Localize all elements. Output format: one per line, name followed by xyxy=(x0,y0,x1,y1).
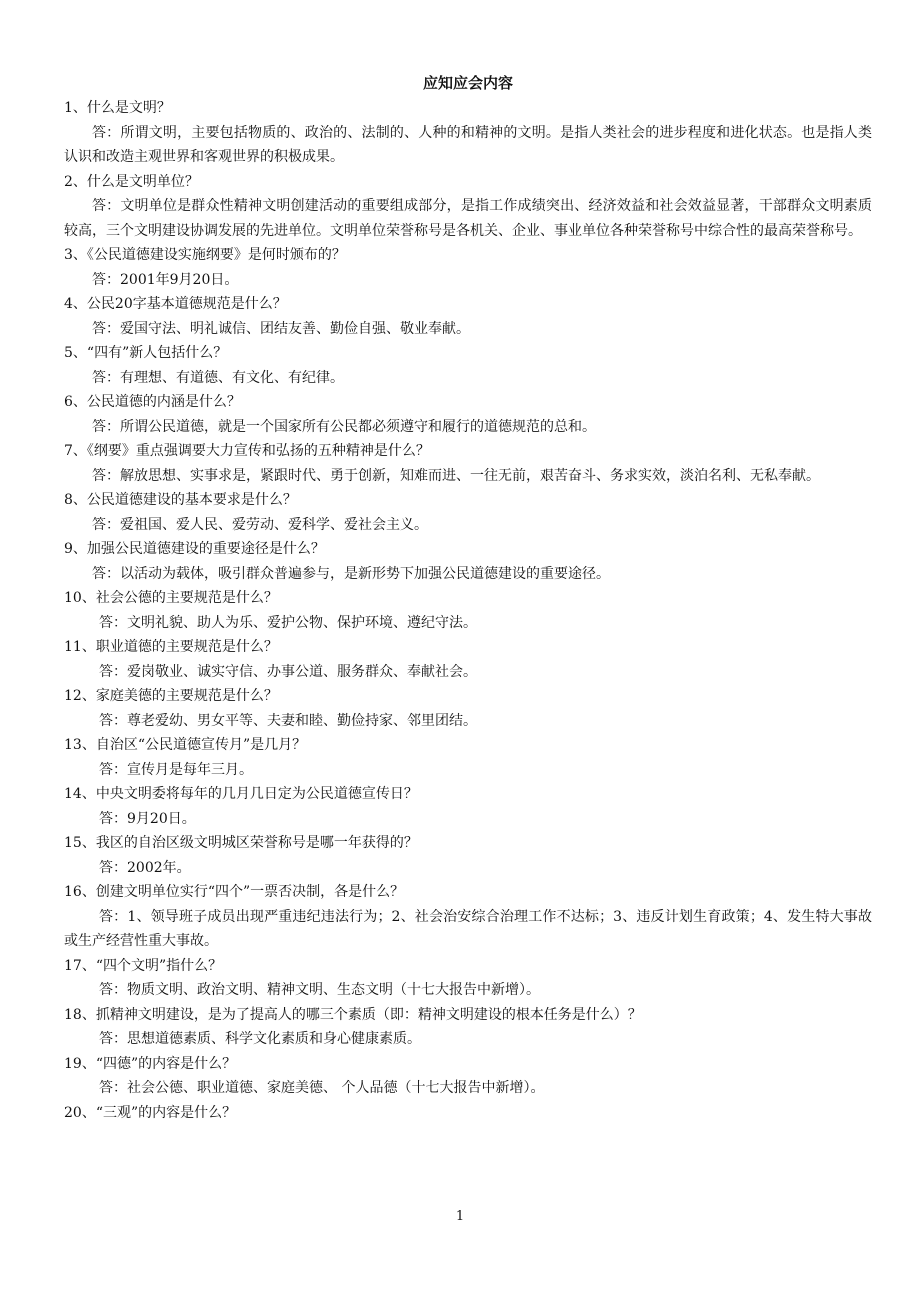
question: 17、“四个文明”指什么？ xyxy=(64,957,223,974)
question: 2、什么是文明单位？ xyxy=(64,173,199,190)
question: 14、中央文明委将每年的几月几日定为公民道德宣传日？ xyxy=(64,786,418,802)
question: 13、自治区“公民道德宣传月”是几月？ xyxy=(64,737,307,753)
answer: 答：9月20日。 xyxy=(99,810,196,827)
answer: 答：所谓公民道德，就是一个国家所有公民都必须遵守和履行的道德规范的总和。 xyxy=(92,418,596,435)
qa-item xyxy=(64,439,872,488)
question: 11、职业道德的主要规范是什么？ xyxy=(64,639,278,655)
qa-item xyxy=(64,880,872,954)
page-number: 1 xyxy=(455,1209,465,1224)
qa-item xyxy=(64,488,872,537)
qa-item xyxy=(64,586,872,635)
qa-item xyxy=(64,1003,872,1052)
answer: 答：2002年。 xyxy=(99,859,191,876)
qa-item xyxy=(64,831,872,880)
question: 10、社会公德的主要规范是什么？ xyxy=(64,590,278,606)
qa-item xyxy=(64,390,872,439)
document-title: 应知应会内容 xyxy=(422,74,513,92)
answer: 答：物质文明、政治文明、精神文明、生态文明（十七大报告中新增）。 xyxy=(99,982,540,998)
answer: 答：文明礼貌、助人为乐、爱护公物、保护环境、遵纪守法。 xyxy=(99,614,477,631)
question: 3、《公民道德建设实施纲要》是何时颁布的？ xyxy=(64,247,346,263)
qa-item xyxy=(64,684,872,733)
qa-item xyxy=(64,537,872,586)
qa-item xyxy=(64,733,872,782)
answer: 答：以活动为载体，吸引群众普遍参与，是新形势下加强公民道德建设的重要途径。 xyxy=(92,565,610,582)
question: 15、我区的自治区级文明城区荣誉称号是哪一年获得的？ xyxy=(64,835,418,851)
answer: 答：有理想、有道德、有文化、有纪律。 xyxy=(92,369,344,386)
answer: 答：解放思想、实事求是，紧跟时代、勇于创新，知难而进、一往无前，艰苦奋斗、务求实效，淡泊名利、无私奉献。 xyxy=(92,467,820,484)
qa-item xyxy=(64,954,872,1003)
qa-list xyxy=(64,96,872,1125)
question: 1、什么是文明？ xyxy=(64,100,171,116)
question: 16、创建文明单位实行“四个”一票否决制，各是什么？ xyxy=(64,884,405,900)
answer: 答：爱岗敬业、诚实守信、办事公道、服务群众、奉献社会。 xyxy=(99,663,477,680)
question: 7、《纲要》重点强调要大力宣传和弘扬的五种精神是什么？ xyxy=(64,443,430,459)
document-page xyxy=(64,72,872,1125)
qa-item xyxy=(64,96,872,170)
qa-item xyxy=(64,292,872,341)
answer: 答：1、领导班子成员出现严重违纪违法行为；2、社会治安综合治理工作不达标；3、违反计划生育政策；4、发生特大事故或生产经营性重大事故。 xyxy=(64,908,872,949)
answer: 答：2001年9月20日。 xyxy=(92,271,239,288)
question: 8、公民道德建设的基本要求是什么？ xyxy=(64,492,297,508)
question: 12、家庭美德的主要规范是什么？ xyxy=(64,688,278,704)
answer: 答：思想道德素质、科学文化素质和身心健康素质。 xyxy=(99,1031,421,1047)
answer: 答：社会公德、职业道德、家庭美德、 个人品德（十七大报告中新增）。 xyxy=(99,1080,545,1096)
answer: 答：爱国守法、明礼诚信、团结友善、勤俭自强、敬业奉献。 xyxy=(92,320,470,337)
answer: 答：爱祖国、爱人民、爱劳动、爱科学、爱社会主义。 xyxy=(92,516,428,533)
question: 19、“四德”的内容是什么？ xyxy=(64,1055,237,1072)
answer: 答：尊老爱幼、男女平等、夫妻和睦、勤俭持家、邻里团结。 xyxy=(99,712,477,729)
question: 5、“四有”新人包括什么？ xyxy=(64,345,228,361)
qa-item xyxy=(64,170,872,244)
answer: 答：宣传月是每年三月。 xyxy=(99,761,253,778)
qa-item xyxy=(64,782,872,831)
qa-item xyxy=(64,635,872,684)
question: 9、加强公民道德建设的重要途径是什么？ xyxy=(64,541,325,557)
qa-item xyxy=(64,1101,872,1126)
qa-item xyxy=(64,1052,872,1101)
question: 20、“三观”的内容是什么？ xyxy=(64,1104,237,1121)
answer: 答：文明单位是群众性精神文明创建活动的重要组成部分，是指工作成绩突出、经济效益和社会效益显著，干部群众文明素质较高，三个文明建设协调发展的先进单位。文明单位荣誉称号是各机关、企业、事业单位各种荣誉称号中综合性的最高荣誉称号。 xyxy=(64,198,872,239)
question: 4、公民20字基本道德规范是什么？ xyxy=(64,296,287,312)
qa-item xyxy=(64,341,872,390)
question: 6、公民道德的内涵是什么？ xyxy=(64,394,241,410)
qa-item xyxy=(64,243,872,292)
question: 18、抓精神文明建设，是为了提高人的哪三个素质（即：精神文明建设的根本任务是什么）？ xyxy=(64,1006,642,1023)
answer: 答：所谓文明，主要包括物质的、政治的、法制的、人种的和精神的文明。是指人类社会的进步程度和进化状态。也是指人类认识和改造主观世界和客观世界的积极成果。 xyxy=(64,124,872,165)
